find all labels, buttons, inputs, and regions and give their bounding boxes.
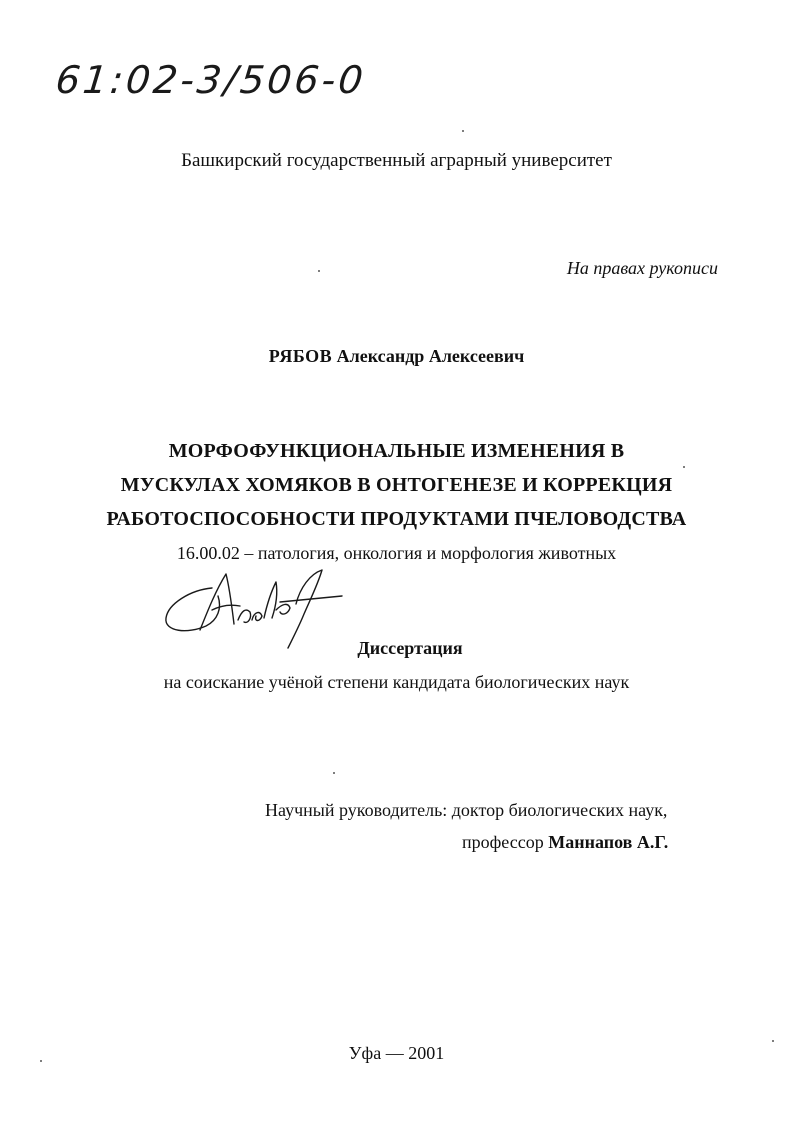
author-first-names: Александр Алексеевич xyxy=(336,346,525,366)
scan-speck xyxy=(333,772,335,774)
thesis-title-line-3: РАБОТОСПОСОБНОСТИ ПРОДУКТАМИ ПЧЕЛОВОДСТВА xyxy=(106,508,687,530)
advisor-name: Маннапов А.Г. xyxy=(548,832,669,852)
author-last-name: РЯБОВ xyxy=(268,346,333,366)
advisor-name-line xyxy=(462,832,668,853)
degree-statement: на соискание учёной степени кандидата биологических наук xyxy=(163,672,630,692)
document-type: Диссертация xyxy=(357,638,463,658)
archive-code-handwritten: 61:02-3/506-0 xyxy=(53,58,368,102)
thesis-title-line-1: МОРФОФУНКЦИОНАЛЬНЫЕ ИЗМЕНЕНИЯ В xyxy=(168,440,625,462)
scan-speck xyxy=(318,270,320,272)
place-and-year: Уфа — 2001 xyxy=(348,1043,445,1063)
scan-speck xyxy=(683,466,685,468)
scan-speck xyxy=(772,1040,774,1042)
thesis-title-line-2: МУСКУЛАХ ХОМЯКОВ В ОНТОГЕНЕЗЕ И КОРРЕКЦИЯ xyxy=(120,474,673,496)
author-signature xyxy=(160,560,350,650)
advisor-line: Научный руководитель: доктор биологических наук, xyxy=(265,800,668,820)
specialty-code: 16.00.02 – патология, онкология и морфология животных xyxy=(176,543,617,563)
scan-speck xyxy=(462,130,464,132)
author-name xyxy=(0,346,793,367)
advisor-title: профессор xyxy=(462,832,544,852)
rights-note: На правах рукописи xyxy=(566,258,718,278)
scan-speck xyxy=(40,1060,42,1062)
institution-name: Башкирский государственный аграрный университет xyxy=(181,150,612,171)
